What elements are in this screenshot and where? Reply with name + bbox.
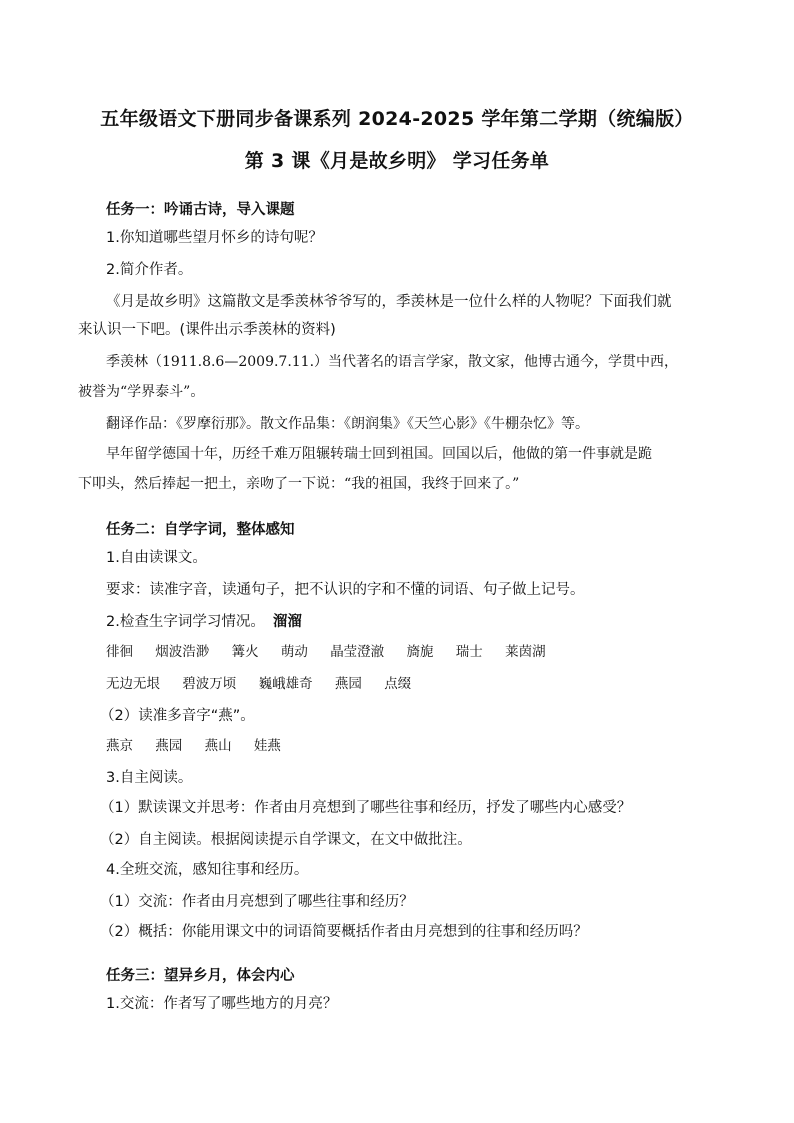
vocab-word: 旖旎	[406, 644, 434, 660]
vocab-word: 烟波浩渺	[155, 644, 210, 660]
task3-question-1: 1.交流：作者写了哪些地方的月亮？	[106, 996, 338, 1012]
vocab-word: 徘徊	[106, 644, 133, 660]
vocab-word: 燕山	[204, 738, 232, 754]
word-row-2	[106, 674, 429, 694]
task1-question-1: 1.你知道哪些望月怀乡的诗句呢？	[106, 230, 323, 246]
task2-question-2-text: 2.检查生字词学习情况。	[106, 614, 265, 630]
task2-question-1: 1.自由读课文。	[106, 550, 207, 566]
document-title: 五年级语文下册同步备课系列 2024-2025 学年第二学期（统编版）	[100, 108, 694, 130]
task2-question-3b: （2）自主阅读。根据阅读提示自学课文，在文中做批注。	[100, 832, 472, 848]
vocab-word: 燕园	[155, 738, 183, 754]
task1-heading: 任务一：吟诵古诗，导入课题	[106, 202, 295, 218]
vocab-word: 点缀	[384, 676, 412, 692]
vocab-word: 晶莹澄澈	[330, 644, 385, 660]
vocab-word: 燕京	[106, 738, 133, 754]
word-row-3	[106, 736, 299, 756]
task2-heading: 任务二：自学字词，整体感知	[106, 522, 295, 538]
task2-question-4: 4.全班交流，感知往事和经历。	[106, 862, 309, 878]
task2-question-4b: （2）概括：你能用课文中的词语简要概括作者由月亮想到的往事和经历吗？	[100, 924, 588, 940]
vocab-word: 燕园	[334, 676, 362, 692]
task2-question-3: 3.自主阅读。	[106, 770, 193, 786]
task1-para1-line1: 《月是故乡明》这篇散文是季羡林爷爷写的，季羡林是一位什么样的人物呢？下面我们就	[106, 294, 672, 310]
vocab-word: 碧波万顷	[182, 676, 237, 692]
vocab-word: 无边无垠	[106, 676, 160, 692]
task2-mark: 溜溜	[272, 614, 302, 630]
vocab-word: 巍峨雄奇	[258, 676, 313, 692]
vocab-word: 篝火	[231, 644, 259, 660]
task2-polyphone: （2）读准多音字“燕”。	[100, 708, 255, 724]
task2-question-4a: （1）交流：作者由月亮想到了哪些往事和经历？	[100, 894, 414, 910]
vocab-word: 莱茵湖	[505, 644, 546, 660]
task1-para4-line2: 下叩头，然后捧起一把土，亲吻了一下说：“我的祖国，我终于回来了。”	[78, 476, 520, 492]
task1-para4-line1: 早年留学德国十年，历经千难万阻辗转瑞士回到祖国。回国以后，他做的第一件事就是跪	[106, 446, 652, 462]
vocab-word: 瑞士	[455, 644, 483, 660]
task1-para2-line1: 季羡林（1911.8.6—2009.7.11.）当代著名的语言学家，散文家，他博古通今，学贯中西，	[106, 354, 679, 370]
word-row-1	[106, 642, 564, 662]
task1-para2-line2: 被誉为“学界泰斗”。	[78, 384, 205, 400]
task1-para3: 翻译作品：《罗摩衍那》。散文作品集：《朗润集》《天竺心影》《牛棚杂忆》等。	[106, 416, 589, 432]
lesson-title: 第 3 课《月是故乡明》 学习任务单	[244, 150, 550, 172]
task1-question-2: 2.简介作者。	[106, 262, 193, 278]
vocab-word: 娃燕	[253, 738, 281, 754]
task2-question-3a: （1）默读课文并思考：作者由月亮想到了哪些往事和经历，抒发了哪些内心感受？	[100, 800, 632, 816]
vocab-word: 萌动	[280, 644, 308, 660]
task2-question-2	[106, 612, 302, 632]
task1-para1-line2: 来认识一下吧。(课件出示季羡林的资料)	[78, 322, 336, 338]
task2-requirement: 要求：读准字音，读通句子，把不认识的字和不懂的词语、句子做上记号。	[106, 582, 585, 598]
task3-heading: 任务三：望异乡月，体会内心	[106, 968, 295, 984]
